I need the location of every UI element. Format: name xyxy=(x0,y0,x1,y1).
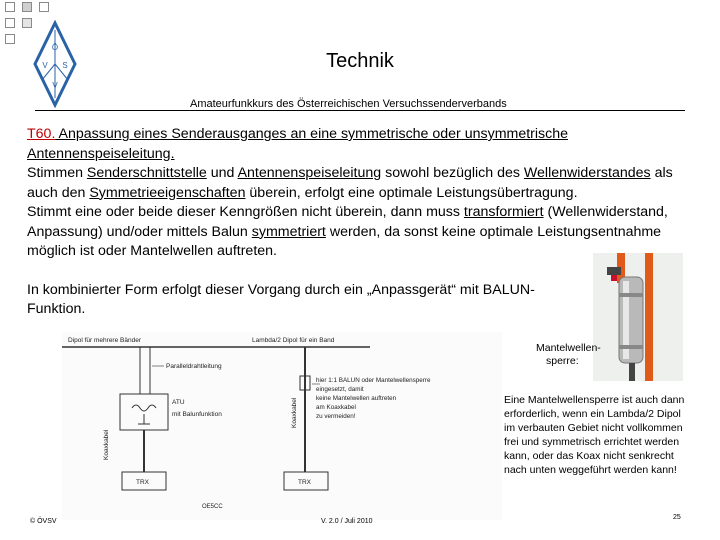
paragraph-2 xyxy=(27,203,687,262)
term-antennenspeiseleitung: Antennenspeiseleitung xyxy=(237,165,382,181)
left-dipole-title: Dipol für mehrere Bänder xyxy=(68,337,141,344)
balun-photo xyxy=(593,253,683,381)
heading-number: T60. xyxy=(27,126,56,142)
balun-note-3: keine Mantelwellen auftreten xyxy=(316,395,397,402)
p1-text-d: als auch den xyxy=(27,165,673,201)
term-wellenwiderstand: Wellenwiderstandes xyxy=(523,165,651,181)
term-senderschnittstelle: Senderschnittstelle xyxy=(86,165,207,181)
p1-text-c: sowohl bezüglich des xyxy=(381,165,524,181)
footer-version: V. 2.0 / Juli 2010 xyxy=(321,518,373,525)
trx-label-right: TRX xyxy=(298,479,311,486)
balun-note-2: eingesetzt, damit xyxy=(316,386,364,393)
trx-label-left: TRX xyxy=(136,479,149,486)
p2-text-b: (Wellenwiderstand, Anpassung) und/oder mittels Balun xyxy=(27,204,668,240)
paragraph-3: In kombinierter Form erfolgt dieser Vorgang durch ein „Anpassgerät“ mit BALUN-Funktion. xyxy=(27,281,535,317)
header-rule xyxy=(35,110,685,111)
p1-text-b: und xyxy=(206,165,238,181)
atu-label: ATU xyxy=(172,399,185,406)
right-dipole-title: Lambda/2 Dipol für ein Band xyxy=(252,337,335,344)
antenna-diagram xyxy=(62,332,502,520)
svg-text:V: V xyxy=(42,61,48,70)
term-transformiert: transformiert xyxy=(463,204,544,220)
photo-caption-line-1: Mantelwellen- xyxy=(536,342,601,354)
heading-text: Anpassung eines Senderausganges an eine symmetrische oder unsymmetrische Antennenspeiseleitung. xyxy=(27,126,569,162)
diagram-credit: OE5CC xyxy=(202,504,223,510)
balun-note-1: hier 1:1 BALUN oder Mantelwellensperre xyxy=(316,377,431,384)
page-subtitle: Amateurfunkkurs des Österreichischen Versuchssenderverbands xyxy=(190,98,507,110)
section-heading xyxy=(27,125,687,164)
term-symmetrieeigenschaften: Symmetrieeigenschaften xyxy=(89,184,246,201)
coax-label-left: Koaxkabel xyxy=(103,429,110,460)
atu-sub-label: mit Balunfunktion xyxy=(172,411,222,418)
coax-label-right: Koaxkabel xyxy=(291,397,298,428)
term-symmetriert: symmetriert xyxy=(251,223,326,240)
paragraph-1 xyxy=(27,164,687,203)
balun-note-4: am Koaxkabel xyxy=(316,404,356,411)
photo-caption-line-2: sperre: xyxy=(546,355,579,367)
balun-note-5: zu vermeiden! xyxy=(316,413,356,420)
footer-copyright: © ÖVSV xyxy=(30,518,57,525)
body-text xyxy=(27,125,687,320)
p2-text-c: werden, da sonst keine optimale Leistungsentnahme möglich ist oder Mantelwellen auftreten. xyxy=(27,223,662,259)
p1-text-a: Stimmen xyxy=(27,165,87,181)
page-title: Technik xyxy=(326,50,394,72)
p2-text-a: Stimmt eine oder beide dieser Kenngrößen nicht überein, dann muss xyxy=(27,204,464,220)
feedline-label: Paralleldrahtleitung xyxy=(166,363,222,370)
p1-text-e: überein, erfolgt eine optimale Leistungsübertragung. xyxy=(245,184,578,201)
svg-text:V: V xyxy=(52,81,58,90)
side-note: Eine Mantelwellensperre ist auch dann erforderlich, wenn ein Lambda/2 Dipol im verbauten Gebiet nicht vollkommen frei und symmetrisch errichtet werden kann, oder das Koax nicht senkrecht nach unten weggeführt werden kann! xyxy=(504,394,685,476)
page-number: 25 xyxy=(673,514,681,521)
svg-text:S: S xyxy=(62,61,68,70)
photo-caption xyxy=(536,342,601,368)
svg-text:Ö: Ö xyxy=(51,43,59,52)
